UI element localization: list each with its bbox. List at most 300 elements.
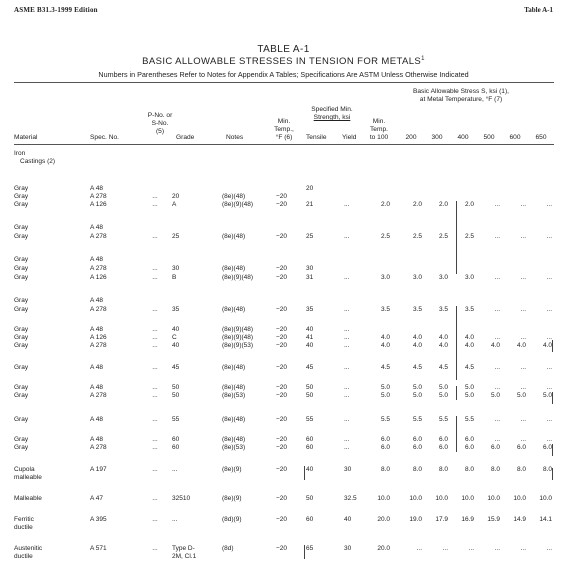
cell-material: ductile [14, 553, 33, 560]
cell-stress-0: 3.5 [380, 306, 390, 313]
cell-stress-1: 19.0 [409, 516, 422, 523]
cell-yield: ... [344, 416, 350, 423]
header-min100-1: Min. [372, 118, 386, 125]
cell-grade: 50 [172, 392, 180, 399]
cell-min-temp: −20 [276, 201, 288, 208]
cell-stress-1: 4.0 [412, 342, 422, 349]
cell-stress-6: 10.0 [539, 495, 552, 502]
cell-stress-0: 10.0 [377, 495, 390, 502]
cell-material: Gray [14, 444, 29, 451]
cell-min-temp: −20 [276, 436, 288, 443]
cell-pno: ... [152, 326, 158, 333]
bracket-line [552, 444, 553, 456]
cell-spec-no: A 48 [90, 326, 104, 333]
cell-stress-5: 5.0 [516, 392, 526, 399]
cell-yield: ... [344, 392, 350, 399]
cell-yield: ... [344, 201, 350, 208]
cell-yield: 30 [344, 545, 352, 552]
bracket-line [456, 416, 457, 452]
cell-stress-4: 8.0 [490, 466, 500, 473]
table-title [0, 56, 567, 67]
cell-stress-5: ... [520, 416, 526, 423]
cell-grade: 30 [172, 265, 180, 272]
cell-notes: (8e)(9)(48) [222, 334, 254, 341]
cell-stress-1: 6.0 [412, 444, 422, 451]
header-strength-2: Strength, ksi [313, 114, 351, 121]
cell-material: Gray [14, 274, 29, 281]
cell-tensile: 40 [306, 466, 314, 473]
cell-stress-6: 14.1 [539, 516, 552, 523]
cell-stress-3: 4.0 [464, 334, 474, 341]
cell-stress-0: 6.0 [380, 444, 390, 451]
cell-grade: 55 [172, 416, 180, 423]
cell-material: Gray [14, 306, 29, 313]
cell-material: Gray [14, 265, 29, 272]
cell-stress-3: 10.0 [461, 495, 474, 502]
cell-tensile: 50 [306, 392, 314, 399]
cell-pno: ... [152, 306, 158, 313]
cell-stress-2: 4.0 [438, 342, 448, 349]
cell-yield: ... [344, 436, 350, 443]
cell-stress-4: ... [494, 306, 500, 313]
rule-header-bottom [14, 144, 554, 145]
cell-spec-no: A 48 [90, 224, 104, 231]
cell-stress-6: 5.0 [542, 392, 552, 399]
cell-spec-no: A 126 [90, 201, 107, 208]
cell-stress-2: 5.5 [438, 416, 448, 423]
cell-spec-no: A 278 [90, 342, 107, 349]
cell-tensile: 35 [306, 306, 314, 313]
bracket-line [552, 340, 553, 352]
cell-pno: ... [152, 334, 158, 341]
cell-spec-no: A 48 [90, 384, 104, 391]
cell-material: Ferritic [14, 516, 34, 523]
cell-stress-4: ... [494, 436, 500, 443]
cell-stress-3: 2.5 [464, 233, 474, 240]
table-number: TABLE A-1 [257, 44, 310, 55]
cell-stress-2: 4.5 [438, 364, 448, 371]
cell-stress-2: 4.0 [438, 334, 448, 341]
cell-min-temp: −20 [276, 516, 288, 523]
cell-yield: ... [344, 233, 350, 240]
cell-stress-3: 2.0 [464, 201, 474, 208]
cell-material: Gray [14, 297, 29, 304]
cell-yield: 30 [344, 466, 352, 473]
cell-tensile: 50 [306, 384, 314, 391]
cell-pno: ... [152, 274, 158, 281]
cell-notes: (8e)(9)(53) [222, 342, 254, 349]
table-title-text: BASIC ALLOWABLE STRESSES IN TENSION FOR METALS [142, 56, 422, 67]
cell-grade: C [172, 334, 177, 341]
cell-stress-6: ... [546, 201, 552, 208]
cell-spec-no: A 126 [90, 334, 107, 341]
cell-pno: ... [152, 545, 158, 552]
cell-grade: ... [172, 466, 178, 473]
cell-tensile: 41 [306, 334, 314, 341]
cell-grade: 20 [172, 193, 180, 200]
bracket-line [552, 468, 553, 480]
header-tensile: Tensile [306, 134, 327, 141]
cell-stress-6: 8.0 [542, 466, 552, 473]
cell-yield: 32.5 [344, 495, 357, 502]
cell-stress-3: 5.0 [464, 392, 474, 399]
cell-stress-0: 20.0 [377, 545, 390, 552]
rule-top [14, 82, 554, 83]
cell-stress-0: 20.0 [377, 516, 390, 523]
cell-material: ductile [14, 524, 33, 531]
cell-pno: ... [152, 233, 158, 240]
cell-tensile: 65 [306, 545, 314, 552]
running-header-left: ASME B31.3-1999 Edition [14, 6, 98, 14]
cell-stress-4: ... [494, 416, 500, 423]
cell-spec-no: A 48 [90, 436, 104, 443]
cell-pno: ... [152, 364, 158, 371]
cell-stress-6: 6.0 [542, 444, 552, 451]
section-heading: Iron [14, 150, 26, 157]
cell-stress-4: ... [494, 233, 500, 240]
cell-yield: ... [344, 342, 350, 349]
cell-stress-5: 10.0 [513, 495, 526, 502]
cell-spec-no: A 48 [90, 297, 104, 304]
header-notes: Notes [226, 134, 244, 141]
cell-stress-1: 10.0 [409, 495, 422, 502]
cell-tensile: 40 [306, 342, 314, 349]
cell-min-temp: −20 [276, 342, 288, 349]
cell-yield: ... [344, 334, 350, 341]
cell-spec-no: A 48 [90, 256, 104, 263]
header-grade: Grade [176, 134, 195, 141]
cell-stress-5: ... [520, 201, 526, 208]
cell-stress-1: 6.0 [412, 436, 422, 443]
cell-notes: (8e)(53) [222, 444, 246, 451]
header-mintemp-1: Min. [277, 118, 291, 125]
cell-stress-5: ... [520, 384, 526, 391]
cell-stress-4: 10.0 [487, 495, 500, 502]
cell-stress-4: ... [494, 274, 500, 281]
cell-stress-0: 4.5 [380, 364, 390, 371]
cell-stress-2: 2.5 [438, 233, 448, 240]
cell-pno: ... [152, 516, 158, 523]
cell-stress-6: ... [546, 334, 552, 341]
cell-notes: (8e)(9)(48) [222, 201, 254, 208]
cell-stress-0: 5.0 [380, 384, 390, 391]
cell-pno: ... [152, 495, 158, 502]
cell-stress-5: ... [520, 364, 526, 371]
cell-spec-no: A 48 [90, 185, 104, 192]
header-material: Material [14, 134, 38, 141]
cell-notes: (8e)(48) [222, 193, 246, 200]
cell-stress-2: 8.0 [438, 466, 448, 473]
cell-material: Gray [14, 392, 29, 399]
cell-grade: 40 [172, 342, 180, 349]
cell-stress-1: 5.0 [412, 384, 422, 391]
cell-stress-0: 3.0 [380, 274, 390, 281]
cell-stress-2: 2.0 [438, 201, 448, 208]
cell-stress-4: ... [494, 364, 500, 371]
cell-spec-no: A 126 [90, 274, 107, 281]
cell-pno: ... [152, 193, 158, 200]
cell-stress-0: 5.0 [380, 392, 390, 399]
cell-spec-no: A 278 [90, 392, 107, 399]
cell-stress-6: ... [546, 233, 552, 240]
cell-stress-4: ... [494, 201, 500, 208]
cell-yield: ... [344, 384, 350, 391]
cell-pno: ... [152, 444, 158, 451]
cell-stress-2: 3.5 [438, 306, 448, 313]
cell-notes: (8e)(48) [222, 265, 246, 272]
cell-spec-no: A 48 [90, 364, 104, 371]
header-temp-600: 600 [509, 134, 521, 141]
cell-notes: (8e)(48) [222, 384, 246, 391]
cell-tensile: 31 [306, 274, 314, 281]
cell-min-temp: −20 [276, 444, 288, 451]
cell-stress-5: ... [520, 274, 526, 281]
cell-stress-6: ... [546, 364, 552, 371]
cell-spec-no: A 48 [90, 416, 104, 423]
cell-stress-3: 16.9 [461, 516, 474, 523]
cell-grade: A [172, 201, 177, 208]
cell-stress-4: ... [494, 545, 500, 552]
cell-grade: 2M, Cl.1 [172, 553, 197, 560]
cell-stress-4: 6.0 [490, 444, 500, 451]
cell-grade: 40 [172, 326, 180, 333]
cell-notes: (8d) [222, 545, 234, 552]
cell-stress-5: 14.9 [513, 516, 526, 523]
cell-tensile: 25 [306, 233, 314, 240]
header-min100-3: to 100 [369, 134, 389, 141]
cell-min-temp: −20 [276, 364, 288, 371]
cell-min-temp: −20 [276, 326, 288, 333]
cell-stress-3: 8.0 [464, 466, 474, 473]
cell-stress-4: 5.0 [490, 392, 500, 399]
cell-stress-6: ... [546, 274, 552, 281]
cell-notes: (8e)(9) [222, 495, 242, 502]
cell-notes: (8e)(48) [222, 416, 246, 423]
cell-material: Gray [14, 224, 29, 231]
cell-grade: 25 [172, 233, 180, 240]
cell-notes: (8e)(48) [222, 436, 246, 443]
cell-yield: ... [344, 444, 350, 451]
cell-grade: Type D- [172, 545, 195, 552]
cell-material: Malleable [14, 495, 42, 502]
cell-notes: (8e)(48) [222, 306, 246, 313]
cell-spec-no: A 571 [90, 545, 107, 552]
cell-stress-0: 8.0 [380, 466, 390, 473]
cell-min-temp: −20 [276, 384, 288, 391]
cell-material: Gray [14, 436, 29, 443]
cell-material: Austenitic [14, 545, 43, 552]
cell-min-temp: −20 [276, 274, 288, 281]
cell-stress-1: 5.0 [412, 392, 422, 399]
cell-grade: 45 [172, 364, 180, 371]
cell-stress-1: 8.0 [412, 466, 422, 473]
cell-min-temp: −20 [276, 265, 288, 272]
cell-stress-3: ... [468, 545, 474, 552]
cell-min-temp: −20 [276, 392, 288, 399]
cell-material: Gray [14, 201, 29, 208]
cell-stress-6: ... [546, 384, 552, 391]
cell-stress-6: ... [546, 416, 552, 423]
cell-material: Gray [14, 342, 29, 349]
cell-pno: ... [152, 201, 158, 208]
cell-stress-2: 6.0 [438, 436, 448, 443]
cell-stress-1: 5.5 [412, 416, 422, 423]
cell-notes: (8e)(9)(48) [222, 274, 254, 281]
cell-stress-2: 5.0 [438, 384, 448, 391]
cell-grade: 60 [172, 444, 180, 451]
cell-min-temp: −20 [276, 466, 288, 473]
cell-notes: (8e)(48) [222, 233, 246, 240]
cell-pno: ... [152, 416, 158, 423]
bracket-line [304, 466, 305, 480]
cell-stress-6: ... [546, 306, 552, 313]
cell-stress-0: 2.0 [380, 201, 390, 208]
header-pno-1: P-No. or [147, 112, 173, 119]
cell-stress-5: 8.0 [516, 466, 526, 473]
header-pno-3: (5) [155, 128, 165, 135]
cell-stress-1: 3.5 [412, 306, 422, 313]
cell-pno: ... [152, 392, 158, 399]
cell-tensile: 20 [306, 185, 314, 192]
cell-material: Gray [14, 185, 29, 192]
cell-spec-no: A 278 [90, 193, 107, 200]
cell-stress-6: ... [546, 436, 552, 443]
header-basic-1: Basic Allowable Stress S, ksi (1), [412, 88, 509, 95]
bracket-line [456, 201, 457, 274]
header-mintemp-3: °F (6) [275, 134, 293, 141]
cell-tensile: 55 [306, 416, 314, 423]
cell-spec-no: A 197 [90, 466, 107, 473]
cell-stress-4: 15.9 [487, 516, 500, 523]
cell-stress-5: ... [520, 306, 526, 313]
running-header-right: Table A-1 [524, 6, 553, 14]
cell-stress-0: 4.0 [380, 342, 390, 349]
cell-stress-5: 4.0 [516, 342, 526, 349]
cell-material: Gray [14, 256, 29, 263]
cell-stress-2: 5.0 [438, 392, 448, 399]
cell-tensile: 21 [306, 201, 314, 208]
cell-stress-2: 10.0 [435, 495, 448, 502]
header-strength-1: Specified Min. [311, 106, 353, 113]
cell-material: malleable [14, 474, 42, 481]
cell-grade: ... [172, 516, 178, 523]
header-mintemp-2: Temp., [274, 126, 294, 133]
cell-stress-4: ... [494, 384, 500, 391]
cell-stress-5: 6.0 [516, 444, 526, 451]
cell-min-temp: −20 [276, 416, 288, 423]
cell-pno: ... [152, 466, 158, 473]
cell-stress-3: 3.5 [464, 306, 474, 313]
cell-min-temp: −20 [276, 495, 288, 502]
cell-stress-1: 2.0 [412, 201, 422, 208]
header-temp-650: 650 [535, 134, 547, 141]
cell-min-temp: −20 [276, 545, 288, 552]
cell-grade: 50 [172, 384, 180, 391]
cell-stress-1: 2.5 [412, 233, 422, 240]
cell-stress-3: 4.0 [464, 342, 474, 349]
cell-stress-0: 6.0 [380, 436, 390, 443]
cell-min-temp: −20 [276, 306, 288, 313]
cell-stress-3: 4.5 [464, 364, 474, 371]
bracket-line [304, 545, 305, 559]
cell-stress-0: 2.5 [380, 233, 390, 240]
cell-stress-1: 3.0 [412, 274, 422, 281]
cell-grade: 60 [172, 436, 180, 443]
cell-stress-5: ... [520, 436, 526, 443]
cell-tensile: 45 [306, 364, 314, 371]
bracket-line [552, 392, 553, 404]
cell-stress-6: ... [546, 545, 552, 552]
cell-yield: ... [344, 274, 350, 281]
cell-notes: (8e)(9)(48) [222, 326, 254, 333]
cell-stress-5: ... [520, 334, 526, 341]
section-heading-sub: Castings (2) [20, 158, 56, 165]
cell-grade: 35 [172, 306, 180, 313]
cell-material: Gray [14, 326, 29, 333]
table-title-footnote: 1 [421, 56, 425, 62]
cell-stress-0: 5.5 [380, 416, 390, 423]
cell-pno: ... [152, 384, 158, 391]
cell-notes: (8e)(9) [222, 466, 242, 473]
cell-material: Gray [14, 334, 29, 341]
header-min100-2: Temp. [370, 126, 388, 133]
cell-yield: ... [344, 364, 350, 371]
cell-spec-no: A 278 [90, 233, 107, 240]
cell-tensile: 40 [306, 326, 314, 333]
cell-stress-4: ... [494, 334, 500, 341]
cell-tensile: 60 [306, 436, 314, 443]
cell-notes: (8e)(48) [222, 364, 246, 371]
cell-grade: B [172, 274, 177, 281]
header-temp-200: 200 [405, 134, 417, 141]
header-spec-no: Spec. No. [90, 134, 119, 141]
cell-material: Gray [14, 233, 29, 240]
cell-stress-3: 5.5 [464, 416, 474, 423]
header-basic-2: at Metal Temperature, °F (7) [419, 96, 503, 103]
cell-pno: ... [152, 265, 158, 272]
cell-stress-5: ... [520, 233, 526, 240]
cell-spec-no: A 395 [90, 516, 107, 523]
cell-yield: ... [344, 326, 350, 333]
cell-stress-3: 6.0 [464, 436, 474, 443]
cell-stress-2: 6.0 [438, 444, 448, 451]
cell-notes: (8d)(9) [222, 516, 242, 523]
cell-grade: 32510 [172, 495, 191, 502]
cell-stress-1: ... [416, 545, 422, 552]
cell-material: Gray [14, 364, 29, 371]
cell-pno: ... [152, 342, 158, 349]
cell-stress-3: 5.0 [464, 384, 474, 391]
cell-tensile: 50 [306, 495, 314, 502]
cell-yield: ... [344, 306, 350, 313]
cell-spec-no: A 278 [90, 444, 107, 451]
cell-stress-3: 3.0 [464, 274, 474, 281]
cell-stress-4: 4.0 [490, 342, 500, 349]
cell-pno: ... [152, 436, 158, 443]
cell-spec-no: A 278 [90, 265, 107, 272]
cell-stress-3: 6.0 [464, 444, 474, 451]
cell-min-temp: −20 [276, 193, 288, 200]
cell-spec-no: A 278 [90, 306, 107, 313]
cell-stress-6: 4.0 [542, 342, 552, 349]
cell-material: Gray [14, 193, 29, 200]
header-temp-300: 300 [431, 134, 443, 141]
cell-min-temp: −20 [276, 334, 288, 341]
cell-material: Gray [14, 384, 29, 391]
cell-stress-0: 4.0 [380, 334, 390, 341]
cell-stress-2: 17.9 [435, 516, 448, 523]
cell-tensile: 60 [306, 444, 314, 451]
